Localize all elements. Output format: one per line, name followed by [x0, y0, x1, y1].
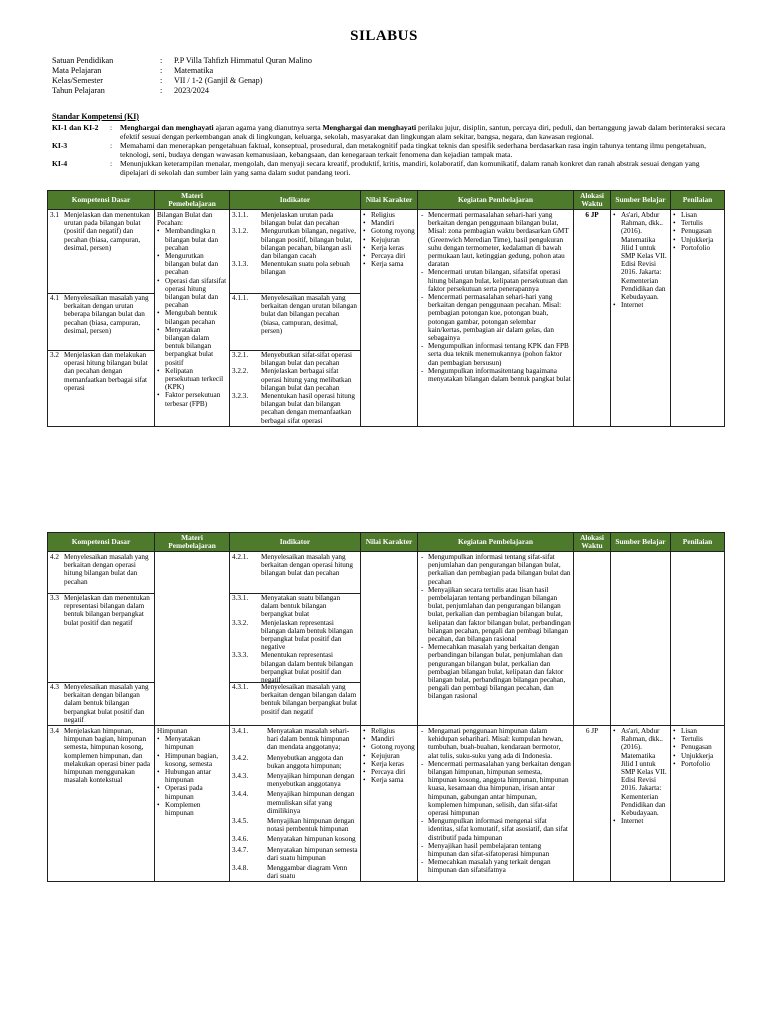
indikator-number: 4.3.1.	[232, 683, 249, 691]
list-item: • Penugasan	[673, 227, 722, 235]
indikator-number: 3.2.1.	[232, 351, 249, 359]
indikator-text: Menentukan representasi bilangan dalam bentuk bilangan berpangkat bulat positif dan negatif	[261, 651, 354, 685]
kd-text: Menjelaskan dan menentukan representasi bilangan dalam bentuk bilangan berpangkat bulat positif dan negatif	[64, 594, 150, 627]
list-item: • Unjukkerja	[673, 752, 722, 760]
info-row	[52, 76, 312, 86]
indikator-text: Menyajikan himpunan dengan notasi pembentuk himpunan	[267, 817, 355, 834]
list-item: • Mengurutkan bilangan bulat dan pecahan	[157, 252, 227, 277]
indikator-number: 3.4.2.	[232, 753, 249, 762]
indikator-text: Menentukan suatu pola sebuah bilangan	[261, 260, 350, 277]
list-item: • Hubungan antar himpunan	[157, 768, 227, 784]
materi-list	[157, 227, 227, 407]
ki-code: KI-3	[52, 141, 68, 150]
list-item: • Lisan	[673, 727, 722, 735]
list-item: - Menyajikan hasil pembelajaran tentang himpunan dan sifat-sifatoperasi himpunan	[420, 842, 571, 858]
list-item: • Tertulis	[673, 219, 722, 227]
penilaian-list	[673, 211, 722, 252]
list-item: • Kerja keras	[363, 760, 415, 768]
indikator-item	[232, 683, 358, 716]
header-penilaian: Penilaian	[671, 533, 725, 552]
list-item: • Percaya diri	[363, 768, 415, 776]
ki-row	[52, 159, 728, 177]
info-label: Tahun Pelajaran	[52, 86, 105, 95]
indikator-cell	[230, 210, 361, 427]
list-item: • Unjukkerja	[673, 236, 722, 244]
list-item: • As'ari, Abdur Rahman, dkk.. (2016). Matematika Jilid I untuk SMP Kelas VII. Edisi Revisi 2016. Jakarta: Kementerian Pendidikan dan Kebudayaan.	[613, 211, 668, 301]
list-item: - Mengumpulkan informasi tentang sifat-sifat penjumlahan dan pengurangan bilangan bulat, perkalian dan pembagian pada bilangan bulat dan pecahan	[420, 553, 571, 586]
header-alokasi: Alokasi Waktu	[574, 191, 611, 210]
indikator-number: 3.4.3.	[232, 772, 249, 781]
indikator-group	[230, 211, 360, 293]
indikator-item	[232, 260, 358, 276]
kd-item	[48, 211, 154, 293]
indikator-item	[232, 772, 358, 788]
indikator-group	[230, 594, 360, 685]
indikator-item	[232, 817, 358, 833]
indikator-item	[232, 351, 358, 367]
list-item: • Komplemen himpunan	[157, 801, 227, 817]
header-materi: Materi Pemebelajaran	[155, 533, 230, 552]
materi-cell	[155, 552, 230, 726]
indikator-item	[232, 835, 358, 843]
indikator-item	[232, 211, 358, 227]
indikator-text: Menyajikan himpunan dengan memuliskan sifat yang dimilikinya	[267, 790, 355, 815]
info-value: P.P Villa Tahfizh Himmatul Quran Malino	[174, 56, 312, 65]
list-item: • Penugasan	[673, 743, 722, 751]
ki-heading: Standar Kompetensi (KI)	[52, 112, 139, 121]
list-item: • Portofolio	[673, 244, 722, 252]
list-item: • Percaya diri	[363, 252, 415, 260]
indikator-number: 3.3.2.	[232, 618, 249, 627]
kd-item	[48, 683, 154, 724]
penilaian-list	[673, 727, 722, 768]
indikator-text: Menyatakan suatu bilangan dalam bentuk bilangan berpangkat bulat	[261, 594, 341, 619]
list-item: • Gotong royong	[363, 227, 415, 235]
indikator-number: 3.1.3.	[232, 260, 249, 269]
kd-text: Menyelesaikan masalah yang berkaitan dengan operasi hitung bilangan bulat dan pecahan	[64, 553, 149, 586]
ki-colon: :	[110, 159, 113, 168]
ki-row	[52, 123, 728, 141]
kd-item	[50, 727, 152, 784]
penilaian-cell	[671, 726, 725, 882]
header-kompetensi-dasar: Kompetensi Dasar	[48, 533, 155, 552]
indikator-item	[232, 294, 358, 335]
indikator-item	[232, 594, 358, 619]
kd-number: 3.3	[50, 594, 59, 602]
penilaian-cell	[671, 210, 725, 427]
list-item: - Memecahkan masalah yang berkaitan dengan perbandingan bilangan bulat, penjumlahan dan pengurangan bilangan bulat, perkalian dan pembagian bilangan bulat, kelipatan dan faktor bilangan bulat, perbandingan bilangan pecahan, pengali dan pembagi bilangan pecahan, dan bilangan rasional	[420, 643, 571, 700]
list-item: - Mencermati permasalahan yang berkaitan dengan bilangan himpunan, himpunan semesta, himpunan kosong, anggota himpunan, himpunan kuasa, kesamaan dua himpunan, irisan antar himpunan, gabungan antar himpunan, komplemen himpunan, selisih, dan sifat-sifat operasi himpunan	[420, 760, 571, 817]
indikator-item	[232, 392, 358, 425]
list-item: - Mengumpulkan informasitentang bagaimana menyatakan bilangan dalam bentuk pangkat bulat	[420, 367, 571, 383]
nilai-cell	[361, 552, 418, 726]
list-item: - Menyajikan secara tertulis atau lisan hasil pembelajaran tentang perbandingan bilangan bulat, penjumlahan dan pengurangan bilangan bulat, perkalian dan pembagian bilangan bulat, kelipatan dan faktor bilangan bulat, perbandingan bilangan pecahan, pengali dan pembagi bilangan pecahan, dan bilangan rasional	[420, 586, 571, 643]
nilai-cell	[361, 726, 418, 882]
indikator-number: 3.4.8.	[232, 864, 249, 873]
kd-item	[48, 553, 154, 593]
indikator-text: Menyatakan himpunan kosong	[267, 835, 356, 844]
kd-number: 3.2	[50, 351, 59, 359]
indikator-number: 3.3.3.	[232, 651, 249, 660]
list-item: • Lisan	[673, 211, 722, 219]
indikator-item	[232, 553, 358, 578]
list-item: • Religius	[363, 211, 415, 219]
header-indikator: Indikator	[230, 533, 361, 552]
info-colon: :	[160, 76, 163, 85]
header-penilaian: Penilaian	[671, 191, 725, 210]
list-item: - Mencermati permasalahan sehari-hari yang berkaitan dengan penggunaan bilangan bulat, Misal: zona pembagian waktu berdasarkan GMT (Greenwich Meredian Time), hasil pengukuran suhu dengan termometer, kedalaman di bawah permukaan laut, ketinggian gedung, pohon atau daratan	[420, 211, 571, 268]
indikator-item	[232, 727, 358, 752]
indikator-item	[232, 846, 358, 862]
indikator-item	[232, 790, 358, 815]
list-item: - Mengumpulkan informasi mengenai sifat identitas, sifat komutatif, sifat asosiatif, dan sifat distributif pada himpunan	[420, 817, 571, 842]
header-nilai-karakter: Nilai Karakter	[361, 191, 418, 210]
kegiatan-list	[420, 553, 571, 701]
indikator-item	[232, 619, 358, 652]
materi-heading: Himpunan	[157, 727, 188, 736]
identity-block	[52, 56, 312, 96]
indikator-text: Menyelesaikan masalah yang berkaitan dengan urutan bilangan bulat dan bilangan pecahan (biasa, campuran, desimal, persen)	[261, 294, 357, 335]
kd-number: 4.2	[50, 553, 59, 561]
info-colon: :	[160, 56, 163, 65]
indikator-number: 4.2.1.	[232, 553, 249, 561]
kegiatan-cell	[418, 210, 574, 427]
header-kompetensi-dasar: Kompetensi Dasar	[48, 191, 155, 210]
ki-code: KI-1 dan KI-2	[52, 123, 99, 132]
kd-text: Menjelaskan dan menentukan urutan pada bilangan bulat (positif dan negatif) dan pecahan (biasa, campuran, desimal, persen)	[64, 211, 150, 252]
header-materi: Materi Pemebelajaran	[155, 191, 230, 210]
ki-text: Menunjukkan keterampilan menalar, mengolah, dan menyaji secara kreatif, produktif, kritis, mandiri, kolaboratif, dan komunikatif, dalam ranah konkret dan ranah abstrak sesuai dengan yang dipelajari di sekolah dan sumber lain yang sama dalam sudut pandang teori.	[120, 159, 700, 177]
kd-item	[48, 294, 154, 350]
ki-bold: Menghargai dan menghayati	[120, 123, 214, 132]
kegiatan-list	[420, 727, 571, 875]
table-row	[48, 552, 725, 726]
indikator-group	[230, 553, 360, 593]
syllabus-table-1	[47, 190, 725, 427]
list-item: • Kejujuran	[363, 236, 415, 244]
kd-number: 3.1	[50, 211, 59, 219]
indikator-cell	[230, 726, 361, 882]
sumber-list	[613, 211, 668, 309]
kd-text: Menjelaskan dan melakukan operasi hitung bilangan bulat dan pecahan dengan memanfaatkan berbagai sifat operasi	[64, 351, 148, 392]
kd-text: Menyelesaikan masalah yang berkaitan dengan bilangan dalam bentuk bilangan berpangkat bulat positif dan negatif	[64, 683, 149, 724]
indikator-group	[230, 294, 360, 350]
list-item: • Gotong royong	[363, 743, 415, 751]
ki-text: Memahami dan menerapkan pengetahuan faktual, konseptual, prosedural, dan metakognitif pada tingkat teknis dan spesifik sederhana berdasarkan rasa ingin tahunya tentang ilmu pengetahuan, teknologi, seni, budaya dengan wawasan kemanusiaan, kebangsaan, dan kenegaraan terkait fenomena dan kejadian tampak mata.	[120, 141, 706, 159]
list-item: • Mandiri	[363, 735, 415, 743]
indikator-text: Menyelesaikan masalah yang berkaitan dengan operasi hitung bilangan bulat dan pecahan	[261, 553, 354, 578]
header-sumber: Sumber Belajar	[611, 191, 671, 210]
list-item: • Operasi pada himpunan	[157, 784, 227, 800]
indikator-group	[230, 351, 360, 425]
indikator-text: Menjelaskan berbagai sifat operasi hitung yang melibatkan bilangan bulat dan pecahan	[261, 367, 352, 392]
indikator-group	[230, 683, 360, 716]
kegiatan-list	[420, 211, 571, 383]
table-row	[48, 726, 725, 882]
header-kegiatan: Kegiatan Pembelajaran	[418, 533, 574, 552]
indikator-text: Menjelaskan urutan pada bilangan bulat dan pecahan	[261, 211, 340, 228]
indikator-number: 3.4.6.	[232, 835, 249, 844]
ki-text	[120, 123, 728, 141]
penilaian-cell	[671, 552, 725, 726]
info-value: Matematika	[174, 66, 214, 75]
indikator-number: 3.2.3.	[232, 392, 249, 401]
ki-code: KI-4	[52, 159, 68, 168]
ki-section	[52, 112, 728, 177]
ki-bold: Menghargai dan menghayati	[322, 123, 417, 132]
header-nilai-karakter: Nilai Karakter	[361, 533, 418, 552]
indikator-text: Menyebutkan sifat-sifat operasi bilangan bulat dan pecahan	[261, 351, 353, 368]
list-item: • Tertulis	[673, 735, 722, 743]
info-row	[52, 86, 312, 96]
indikator-item	[232, 367, 358, 392]
table-header-row	[48, 191, 725, 210]
info-row	[52, 66, 312, 76]
indikator-text: Menggambar diagram Venn dari suatu	[267, 864, 348, 881]
kd-text: Menyelesaikan masalah yang berkaitan dengan urutan beberapa bilangan bulat dan pecahan (biasa, campuran, desimal, persen)	[64, 294, 149, 335]
indikator-number: 3.1.1.	[232, 211, 249, 219]
list-item: • Internet	[613, 817, 668, 825]
materi-list	[157, 735, 227, 817]
indikator-text: Menentukan hasil operasi hitung bilangan bulat dan bilangan pecahan dengan memanfaatkan berbagai sifat operasi	[261, 392, 356, 425]
info-colon: :	[160, 86, 163, 95]
kd-item	[48, 351, 154, 392]
indikator-number: 4.1.1.	[232, 294, 249, 302]
indikator-number: 3.4.5.	[232, 817, 249, 826]
list-item: - Mencermati urutan bilangan, sifatsifat operasi hitung bilangan bulat, kelipatan persekutuan dan faktor persekutuan serta penerapannya	[420, 268, 571, 293]
ki-colon: :	[110, 123, 113, 132]
sumber-list	[613, 727, 668, 825]
list-item: • Menyatakan bilangan dalam bentuk bilangan berpangkat bulat positif	[157, 326, 227, 367]
list-item: • Religius	[363, 727, 415, 735]
page-title: SILABUS	[350, 28, 418, 44]
ki-colon: :	[110, 141, 113, 150]
kd-cell	[48, 726, 155, 882]
alokasi-cell	[574, 552, 611, 726]
indikator-item	[232, 754, 358, 770]
list-item: • As'ari, Abdur Rahman, dkk.. (2016). Matematika Jilid I untuk SMP Kelas VII. Edisi Revisi 2016. Jakarta: Kementerian Pendidikan dan Kebudayaan.	[613, 727, 668, 817]
list-item: • Kejujuran	[363, 752, 415, 760]
indikator-item	[232, 651, 358, 684]
list-item: • Internet	[613, 301, 668, 309]
info-label: Mata Pelajaran	[52, 66, 102, 75]
list-item: • Himpunan bagian, kosong, semesta	[157, 752, 227, 768]
kd-number: 4.3	[50, 683, 59, 691]
list-item: • Menyatakan himpunan	[157, 735, 227, 751]
info-row	[52, 56, 312, 66]
list-item: • Portofolio	[673, 760, 722, 768]
list-item: • Faktor persekutuan terbesar (FPB)	[157, 391, 227, 407]
indikator-text: Menyelesaikan masalah yang berkaitan dengan bilangan dalam bentuk bilangan berpangkat bulat positif dan negatif	[261, 683, 358, 716]
indikator-text: Menjelaskan representasi bilangan dalam bentuk bilangan berpangkat bulat positif dan negative	[261, 618, 354, 652]
kd-text: Menjelaskan himpunan, himpunan bagian, himpunan semesta, himpunan kosong, komplemen himpunan, dan melakukan operasi biner pada himpunan menggunakan masalah kontekstual	[64, 727, 151, 785]
indikator-number: 3.4.7.	[232, 845, 249, 854]
list-item: • Operasi dan sifatsifat operasi hitung bilangan bulat dan pecahan	[157, 277, 227, 310]
list-item: • Mandiri	[363, 219, 415, 227]
kd-cell	[48, 210, 155, 427]
sumber-cell	[611, 726, 671, 882]
info-value: 2023/2024	[174, 86, 210, 95]
info-value: VII / 1-2 (Ganjil & Genap)	[174, 76, 263, 85]
indikator-number: 3.4.1.	[232, 727, 249, 736]
alokasi-cell: 6 JP	[574, 210, 611, 427]
list-item: • Mengubah bentuk bilangan pecahan	[157, 309, 227, 325]
table-header-row	[48, 533, 725, 552]
info-label: Satuan Pendidikan	[52, 56, 114, 65]
materi-cell	[155, 210, 230, 427]
alokasi-cell: 6 JP	[574, 726, 611, 882]
list-item: • Kerja keras	[363, 244, 415, 252]
kegiatan-cell	[418, 552, 574, 726]
list-item: • Kelipatan persekutuan terkecil (KPK)	[157, 367, 227, 392]
indikator-number: 3.2.2.	[232, 367, 249, 376]
indikator-text: Menyatakan masalah sehari-hari dalam bentuk himpunan dan mendata anggotanya;	[267, 727, 350, 752]
list-item: • Kerja sama	[363, 260, 415, 268]
materi-heading: Bilangan Bulat dan Pecahan:	[157, 211, 213, 228]
info-colon: :	[160, 66, 163, 75]
ki-row	[52, 141, 728, 159]
nilai-list	[363, 211, 415, 268]
ki-text-part: ajaran agama yang dianutnya serta	[213, 123, 323, 132]
sumber-cell	[611, 552, 671, 726]
indikator-cell	[230, 552, 361, 726]
indikator-text: Menyatakan himpunan semesta dari suatu himpunan	[267, 845, 358, 862]
header-kegiatan: Kegiatan Pembelajaran	[418, 191, 574, 210]
list-item: • Kerja sama	[363, 776, 415, 784]
header-indikator: Indikator	[230, 191, 361, 210]
indikator-text: Mengurutkan bilangan, negative, bilangan positif, bilangan bulat, bilangan pecahan, bilangan asli dan bilangan cacah	[261, 227, 357, 261]
info-label: Kelas/Semester	[52, 76, 103, 85]
kd-number: 3.4	[50, 727, 59, 736]
indikator-number: 3.1.2.	[232, 227, 249, 236]
materi-cell	[155, 726, 230, 882]
indikator-text: Menyajikan himpunan dengan menyebutkan anggotanya	[267, 772, 355, 789]
indikator-number: 3.3.1.	[232, 594, 249, 602]
indikator-number: 3.4.4.	[232, 790, 249, 799]
nilai-list	[363, 727, 415, 784]
list-item: - Mencermati permasalahan sehari-hari yang berkaitan dengan penggunaan pecahan. Misal: pembagian potongan kue, potongan buah, potongan gambar, potongan selembar kain/kertas, pembagian air dalam gelas, dan sebagainya	[420, 293, 571, 342]
header-alokasi: Alokasi Waktu	[574, 533, 611, 552]
indikator-text: Menyebutkan anggota dan bukan anggota himpunan;	[267, 753, 344, 770]
kd-item	[48, 594, 154, 682]
syllabus-table-2	[47, 532, 725, 882]
list-item: - Memecahkan masalah yang terkait dengan himpunan dan sifatsifatnya	[420, 858, 571, 874]
list-item: - Mengumpulkan informasi tentang KPK dan FPB serta dua teknik menemukannya (pohon faktor dan pembagian bersusun)	[420, 342, 571, 367]
kd-cell	[48, 552, 155, 726]
kd-number: 4.1	[50, 294, 59, 302]
indikator-item	[232, 227, 358, 260]
table-row	[48, 210, 725, 427]
sumber-cell	[611, 210, 671, 427]
kegiatan-cell	[418, 726, 574, 882]
ki-text-part: perilaku jujur, disiplin, santun, percaya diri, peduli, dan bertanggung jawab dalam berinteraksi secara efektif sesuai dengan perkembangan anak di lingkungan, keluarga, sekolah, masyarakat dan lingkungan alam sekitar, bangsa, negara, dan kawasan regional.	[120, 123, 726, 141]
list-item: - Mengamati penggunaan himpunan dalam kehidupan sehariharí. Misal: kumpulan hewan, tumbuhan, buah-buahan, kendaraan bermotor, alat tulis, suku-suku yang ada di Indonesia.	[420, 727, 571, 760]
nilai-cell	[361, 210, 418, 427]
indikator-item	[232, 864, 358, 880]
header-sumber: Sumber Belajar	[611, 533, 671, 552]
list-item: • Membandingka n bilangan bulat dan pecahan	[157, 227, 227, 252]
